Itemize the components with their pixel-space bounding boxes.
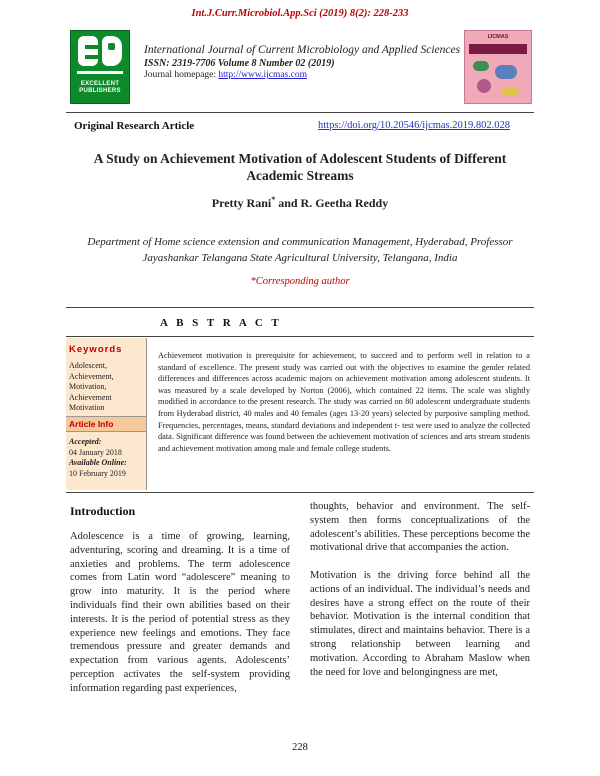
page-number: 228 — [292, 742, 308, 753]
paragraph: thoughts, behavior and environment. The self-system then forms conceptualizations of the adolescent’s abilities. These perceptions become the motivational drive that accompanies the action. — [310, 501, 530, 554]
corresponding-author-note: *Corresponding author — [250, 276, 350, 287]
abstract-top-divider — [66, 307, 534, 308]
cover-title: IJCMAS — [487, 34, 509, 40]
homepage-link[interactable]: http://www.ijcmas.com — [218, 70, 307, 80]
journal-homepage: Journal homepage: http://www.ijcmas.com — [144, 70, 307, 80]
journal-masthead — [144, 44, 464, 80]
introduction-heading: Introduction — [70, 504, 136, 518]
keyword-item: Achievement, — [69, 371, 114, 381]
paragraph: Adolescence is a time of growing, learning, adventuring, scoring and dreaming. It is a time of anxieties and problems. The term adolescence comes from Latin word “adolescere” meaning to grow into maturity. It is the period where individuals find their own abilities based on their interests. It is the period of potential stress as they experience new feelings and emotions. They face tremendous pressure and greater demands and expectation from various agents. Adolescents’ perception activates the self-system providing information regarding past experiences, — [70, 531, 290, 694]
logo-p-letter — [102, 36, 122, 66]
publisher-logo — [70, 30, 130, 104]
article-info-heading: Article Info — [66, 416, 146, 432]
keyword-item: Motivation — [69, 403, 105, 412]
keyword-item: Adolescent, — [69, 361, 107, 370]
keyword-item: Motivation, — [69, 382, 107, 391]
paragraph: Motivation is the driving force behind all the actions of an individual. The individual’s needs and desires have a strong effect on the route of their behavior. Motivation is the internal condition that stimulates, direct and maintains behavior. There is a strong relationship between learning and motivation. According to Abraham Maslow when the need for love and belongingness are met, — [310, 569, 530, 678]
journal-name: International Journal of Current Microbiology and Applied Sciences — [144, 44, 461, 56]
accepted-date: 04 January 2018 — [69, 447, 122, 457]
body-column-left — [70, 530, 290, 696]
logo-e-letter — [78, 36, 98, 66]
accepted-label: Accepted: — [69, 437, 102, 446]
journal-citation: Int.J.Curr.Microbiol.App.Sci (2019) 8(2): 228-233 — [191, 8, 409, 19]
author-affiliation: Department of Home science extension and communication Management, Hyderabad, Professor Jayashankar Telangana State Agricultural University, Telangana, India — [87, 236, 513, 264]
keywords-list — [66, 355, 146, 414]
abstract-heading: A B S T R A C T — [160, 317, 282, 329]
article-sidebar — [66, 338, 147, 490]
body-column-right — [310, 500, 530, 679]
journal-cover-image — [464, 30, 532, 104]
logo-text-publishers: PUBLISHERS — [79, 88, 121, 94]
doi-link[interactable]: https://doi.org/10.20546/ijcmas.2019.802.028 — [318, 120, 511, 131]
logo-text-excellent: EXCELLENT — [80, 81, 120, 87]
abstract-text: Achievement motivation is prerequisite for achievement, to succeed and to perform well in relation to a standard of excellence. The present study was carried out with the objectives to examine the gender related differences and differences across academic majors on achievement motivation among adolescent students. It was measured by a scale developed by Norton (2006), which contained 22 items. The scale was slightly modified in accordance to the present research. The study was carried on 80 adolescent undergraduate students from Hyderabad district, 40 males and 40 females (ages 13-20 years) selected by purposive sampling method. Frequencies, percentages, means, standard deviations and independent t- test were used to analyze the collected data. Significant difference was found between the achievement motivation of sciences and arts stream students and achievement motivation among male and female college students. — [158, 351, 530, 453]
article-title: A Study on Achievement Motivation of Adolescent Students of Different Academic Streams — [93, 151, 507, 183]
abstract-bottom-divider — [66, 492, 534, 493]
available-label: Available Online: — [69, 458, 127, 467]
header-divider — [66, 112, 534, 113]
keyword-item: Achievement — [69, 392, 112, 402]
keywords-heading: Keywords — [69, 344, 123, 355]
abstract-rule — [66, 336, 534, 337]
article-type: Original Research Article — [74, 120, 195, 132]
available-date: 10 February 2019 — [69, 468, 126, 478]
author-list: Pretty Rani* and R. Geetha Reddy — [211, 195, 389, 210]
issn-line: ISSN: 2319-7706 Volume 8 Number 02 (2019) — [144, 58, 335, 69]
article-dates — [69, 437, 127, 479]
